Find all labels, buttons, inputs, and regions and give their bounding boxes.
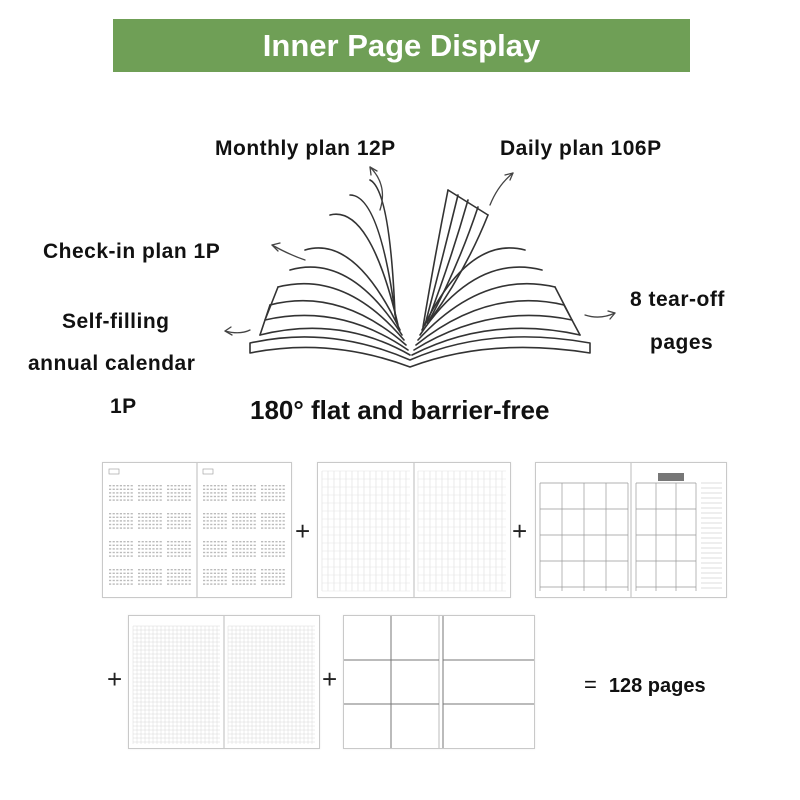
checkin-spread — [128, 615, 320, 749]
label-tearoff-line2: pages — [650, 331, 714, 354]
plus-sign: + — [512, 516, 528, 546]
label-tearoff-line1: 8 tear-off — [630, 288, 725, 311]
tearoff-spread — [343, 615, 535, 749]
annual-calendar-spread — [102, 462, 292, 598]
label-annual-line1: Self-filling — [62, 310, 170, 333]
label-annual-line3: 1P — [110, 395, 137, 418]
equals-sign: = — [584, 672, 597, 697]
label-daily-plan: Daily plan 106P — [500, 137, 662, 160]
label-monthly-plan: Monthly plan 12P — [215, 137, 396, 160]
daily-plan-spread — [317, 462, 511, 598]
monthly-plan-spread — [535, 462, 727, 598]
subtitle: 180° flat and barrier-free — [250, 395, 550, 425]
plus-sign: + — [295, 516, 311, 546]
total-pages-value: 128 pages — [608, 675, 706, 697]
plus-sign: + — [107, 664, 123, 694]
plus-sign: + — [322, 664, 338, 694]
total-pages — [584, 672, 706, 698]
label-annual-line2: annual calendar — [28, 352, 196, 375]
page-title: Inner Page Display — [113, 19, 690, 72]
label-checkin-plan: Check-in plan 1P — [43, 240, 221, 263]
open-book-icon — [220, 155, 640, 380]
